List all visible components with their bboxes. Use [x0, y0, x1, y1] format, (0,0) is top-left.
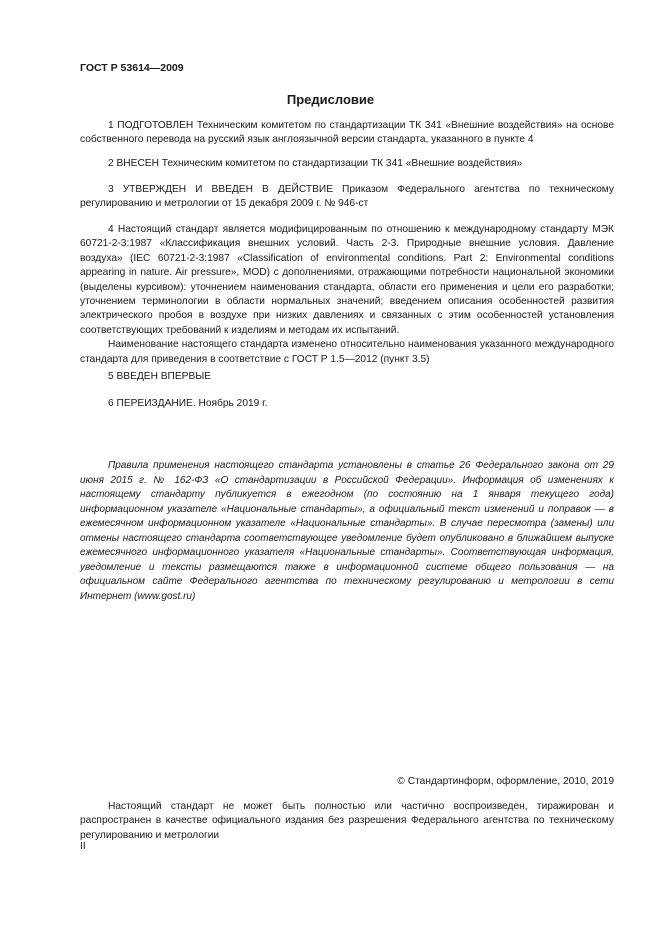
foreword-item-4-text: 4 Настоящий стандарт является модифицированным по отношению к международному стандарту МЭК 60721-2-3:1987 «Классификация внешних условий. Часть 2-3. Природные внешние условия. Давление воздуха» (IEC 60721-2-3:1987 «Classification of environmental conditions. Part 2: Environmental conditions appearing in nature. Air pressure», MOD) с дополнениями, отражающими потребности национальной экономики (выделены курсивом): уточнением наименования стандарта, области его применения и цели его разработки; уточнением терминологии в области нормальных значений; введением описания особенностей развития электрического пробоя в воздухе при низких давлениях и связанных с этим особенностей установления соответствующих требований к изделиям и методам их испытаний.	[80, 224, 614, 336]
foreword-item-3-text: 3 УТВЕРЖДЕН И ВВЕДЕН В ДЕЙСТВИЕ Приказом Федерального агентства по техническому регулированию и метрологии от 15 декабря 2009 г. № 946-ст	[80, 184, 614, 210]
foreword-item-6	[80, 397, 614, 411]
foreword-item-1-text: 1 ПОДГОТОВЛЕН Техническим комитетом по стандартизации ТК 341 «Внешние воздействия» на основе собственного перевода на русский язык англоязычной версии стандарта, указанного в пункте 4	[80, 120, 614, 146]
foreword-item-5-text: 5 ВВЕДЕН ВПЕРВЫЕ	[108, 371, 212, 382]
application-rules-notice: Правила применения настоящего стандарта установлены в статье 26 Федерального закона от 29 июня 2015 г. № 162-ФЗ «О стандартизации в Российской Федерации». Информация об изменениях к настоящему стандарту публикуется в ежегодном (по состоянию на 1 января текущего года) информационном указателе «Национальные стандарты», а официальный текст изменений и поправок — в ежемесячном информационном указателе «Национальные стандарты». В случае пересмотра (замены) или отмены настоящего стандарта соответствующее уведомление будет опубликовано в ближайшем выпуске ежемесячного информационного указателя «Национальные стандарты». Соответствующая информация, уведомление и тексты размещаются также в информационной системе общего пользования — на официальном сайте Федерального агентства по техническому регулированию и метрологии в сети Интернет (www.gost.ru)	[80, 460, 614, 602]
foreword-item-4	[80, 223, 614, 367]
standard-code-header: ГОСТ Р 53614—2009	[80, 62, 184, 74]
foreword-item-2	[80, 157, 614, 171]
foreword-item-4-note: Наименование настоящего стандарта изменено относительно наименования указанного международного стандарта для приведения в соответствие с ГОСТ Р 1.5—2012 (пункт 3.5)	[80, 339, 614, 365]
foreword-item-2-text: 2 ВНЕСЕН Техническим комитетом по стандартизации ТК 341 «Внешние воздействия»	[108, 158, 523, 169]
foreword-item-5	[80, 370, 614, 384]
foreword-item-6-text: 6 ПЕРЕИЗДАНИЕ. Ноябрь 2019 г.	[108, 398, 268, 409]
page-number: II	[80, 841, 86, 852]
page-title: Предисловие	[286, 92, 375, 107]
reproduction-notice-text: Настоящий стандарт не может быть полностью или частично воспроизведен, тиражирован и распространен в качестве официального издания без разрешения Федерального агентства по техническому регулированию и метрологии	[80, 801, 614, 841]
foreword-item-1	[80, 119, 614, 148]
copyright-line: © Стандартинформ, оформление, 2010, 2019	[397, 776, 614, 787]
reproduction-notice	[80, 800, 614, 843]
foreword-item-3	[80, 183, 614, 212]
